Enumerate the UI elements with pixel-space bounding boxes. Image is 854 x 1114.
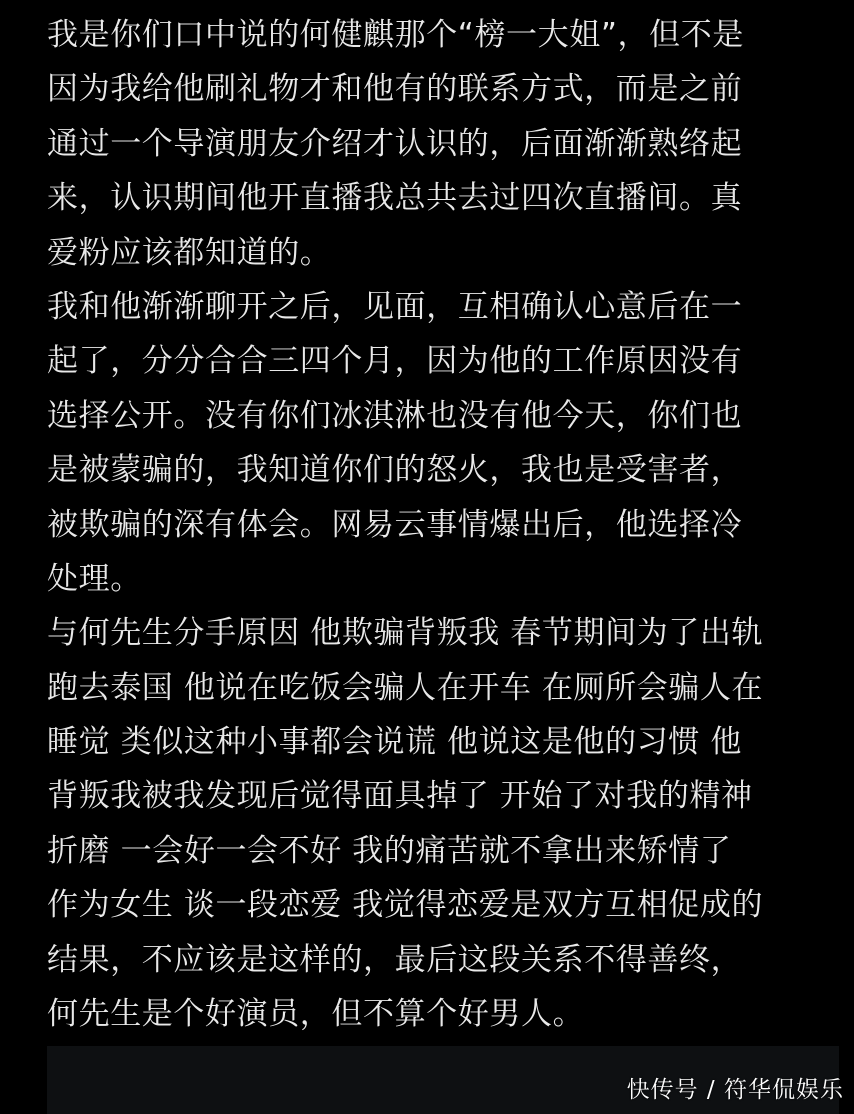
text-line: 因为我给他刷礼物才和他有的联系方式，而是之前 [47,71,743,108]
text-line: 作为女生 谈一段恋爱 我觉得恋爱是双方互相促成的 [47,887,764,924]
text-line: 折磨 一会好一会不好 我的痛苦就不拿出来矫情了 [47,832,732,869]
text-line: 睡觉 类似这种小事都会说谎 他说这是他的习惯 他 [47,724,742,761]
source-watermark: 快传号 / 符华侃娱乐 [626,1077,844,1103]
text-line: 结果，不应该是这样的，最后这段关系不得善终， [47,941,743,978]
text-line: 起了，分分合合三四个月，因为他的工作原因没有 [47,343,743,380]
text-line: 被欺骗的深有体会。网易云事情爆出后，他选择冷 [47,506,743,543]
text-line: 我是你们口中说的何健麒那个“榜一大姐”，但不是 [47,17,744,53]
text-line: 爱粉应该都知道的。 [47,234,332,271]
text-line: 选择公开。没有你们冰淇淋也没有他今天，你们也 [47,397,743,434]
text-line: 跑去泰国 他说在吃饭会骗人在开车 在厕所会骗人在 [47,669,764,706]
text-line: 背叛我被我发现后觉得面具掉了 开始了对我的精神 [47,778,753,815]
text-line: 来，认识期间他开直播我总共去过四次直播间。真 [47,180,743,217]
text-line: 是被蒙骗的，我知道你们的怒火，我也是受害者， [47,452,743,489]
text-line: 何先生是个好演员，但不算个好男人。 [47,996,585,1033]
text-line: 我和他渐渐聊开之后，见面，互相确认心意后在一 [47,288,743,325]
text-line: 与何先生分手原因 他欺骗背叛我 春节期间为了出轨 [47,615,764,652]
post-text-block [47,8,837,1041]
text-line: 处理。 [47,560,142,597]
text-line: 通过一个导演朋友介绍才认识的，后面渐渐熟络起 [47,125,743,162]
